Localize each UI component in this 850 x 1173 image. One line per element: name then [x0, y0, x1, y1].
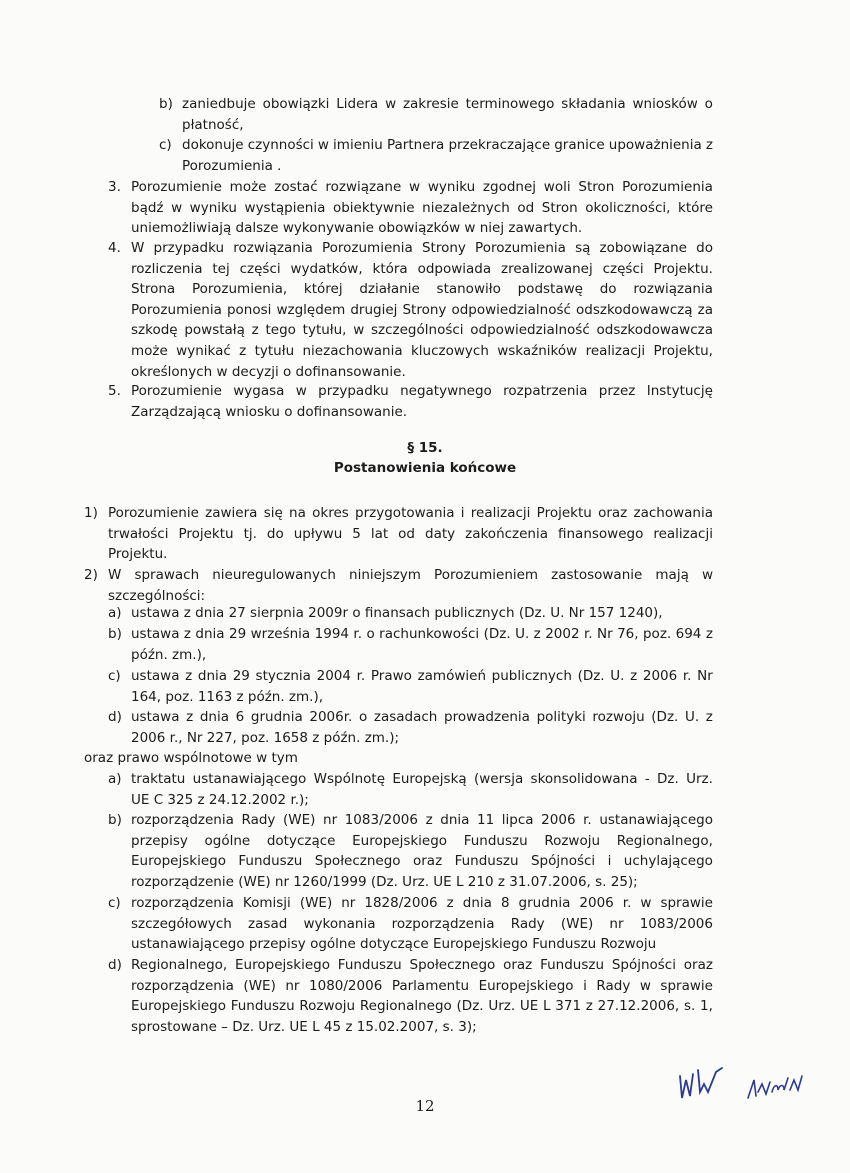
- page-number: 12: [415, 1097, 435, 1115]
- item-4-line: może wynikać z tytułu niezachowania kluczowych wskaźników realizacji Projektu,: [131, 343, 713, 359]
- item-4-line: W przypadku rozwiązania Porozumienia Strony Porozumienia są zobowiązane do: [131, 240, 713, 256]
- eu-law-d-line: Regionalnego, Europejskiego Funduszu Społecznego oraz Funduszu Spójności oraz: [131, 957, 713, 973]
- item-5-line: Porozumienie wygasa w przypadku negatywnego rozpatrzenia przez Instytucję: [131, 383, 713, 399]
- item-c-line: dokonuje czynności w imieniu Partnera przekraczające granice upoważnienia z: [182, 137, 713, 153]
- eu-law-intro: oraz prawo wspólnotowe w tym: [84, 750, 298, 766]
- item-b-line: płatność,: [182, 116, 244, 133]
- item-3-line: uniemożliwiają dalsze wykonywanie obowiązków w niej zawartych.: [131, 220, 583, 236]
- item-3-line: bądź w wyniku wystąpienia obiektywnie niezależnych od Stron okoliczności, które: [131, 199, 713, 216]
- eu-law-c-line: rozporządzenia Komisji (WE) nr 1828/2006 z dnia 8 grudnia 2006 r. w sprawie: [131, 895, 713, 911]
- item-4-label: 4.: [108, 240, 121, 256]
- item-4-line: określonych w decyzji o dofinansowanie.: [131, 363, 406, 380]
- national-law-c-line: 164, poz. 1163 z późn. zm.),: [131, 688, 324, 705]
- item-2-line: W sprawach nieuregulowanych niniejszym Porozumieniem zastosowanie mają w: [108, 567, 713, 583]
- national-law-c-line: ustawa z dnia 29 stycznia 2004 r. Prawo zamówień publicznych (Dz. U. z 2006 r. Nr: [131, 668, 713, 684]
- item-2-label: 2): [84, 567, 98, 583]
- signature-initials-image: [676, 1062, 736, 1106]
- national-law-a-label: a): [108, 605, 122, 621]
- eu-law-a-line: traktatu ustanawiającego Wspólnotę Europejską (wersja skonsolidowana - Dz. Urz.: [131, 771, 713, 787]
- eu-law-c-line: szczegółowych zasad wykonania rozporządzenia Rady (WE) nr 1083/2006: [131, 915, 713, 932]
- item-4-line: szkodę powstałą z tego tytułu, w szczególności odpowiedzialność odszkodowawcza: [131, 322, 713, 339]
- eu-law-b-label: b): [108, 812, 122, 828]
- item-b-line: zaniedbuje obowiązki Lidera w zakresie terminowego składania wniosków o: [182, 96, 713, 112]
- item-b-label: b): [159, 96, 173, 112]
- eu-law-b-line: przepisy ogólne dotyczące Europejskiego Funduszu Rozwoju Regionalnego,: [131, 832, 713, 849]
- national-law-b-label: b): [108, 626, 122, 642]
- item-c-label: c): [159, 137, 172, 153]
- national-law-d-label: d): [108, 709, 122, 725]
- item-1-line: Porozumienie zawiera się na okres przygotowania i realizacji Projektu oraz zachowania: [108, 505, 713, 521]
- item-1-line: Projektu.: [108, 546, 168, 562]
- eu-law-a-label: a): [108, 771, 122, 787]
- item-1-label: 1): [84, 505, 98, 521]
- item-5-label: 5.: [108, 383, 121, 399]
- item-2-line: szczególności:: [108, 587, 206, 604]
- section-title: Postanowienia końcowe: [333, 460, 517, 476]
- item-4-line: rozliczenia tej części wydatków, która odpowiada zrealizowanej części Projektu.: [131, 260, 713, 277]
- item-3-label: 3.: [108, 179, 121, 195]
- eu-law-b-line: rozporządzenie (WE) nr 1260/1999 (Dz. Urz. UE L 210 z 31.07.2006, s. 25);: [131, 873, 638, 890]
- national-law-d-line: ustawa z dnia 6 grudnia 2006r. o zasadach prowadzenia polityki rozwoju (Dz. U. z: [131, 709, 713, 725]
- item-3-line: Porozumienie może zostać rozwiązane w wyniku zgodnej woli Stron Porozumienia: [131, 179, 713, 195]
- eu-law-d-line: Europejskiego Funduszu Rozwoju Regionalnego (Dz. Urz. UE L 371 z 27.12.2006, s. 1,: [131, 998, 713, 1015]
- eu-law-a-line: UE C 325 z 24.12.2002 r.);: [131, 791, 309, 808]
- item-4-line: Porozumienia ponosi względem drugiej Strony odpowiedzialność odszkodowawczą za: [131, 301, 713, 318]
- national-law-b-line: późn. zm.),: [131, 646, 207, 663]
- national-law-b-line: ustawa z dnia 29 września 1994 r. o rachunkowości (Dz. U. z 2002 r. Nr 76, poz. 694 z: [131, 626, 713, 642]
- item-1-line: trwałości Projektu tj. do upływu 5 lat od daty zakończenia finansowego realizacji: [108, 525, 713, 542]
- eu-law-d-line: sprostowane – Dz. Urz. UE L 45 z 15.02.2007, s. 3);: [131, 1018, 477, 1035]
- eu-law-c-label: c): [108, 895, 121, 911]
- eu-law-c-line: ustanawiającego przepisy ogólne dotyczące Europejskiego Funduszu Rozwoju: [131, 936, 657, 953]
- national-law-d-line: 2006 r., Nr 227, poz. 1658 z późn. zm.);: [131, 729, 400, 746]
- eu-law-b-line: rozporządzenia Rady (WE) nr 1083/2006 z dnia 11 lipca 2006 r. ustanawiającego: [131, 812, 713, 828]
- national-law-c-label: c): [108, 668, 121, 684]
- item-4-line: Strona Porozumienia, której działanie stanowiło podstawę do rozwiązania: [131, 281, 713, 298]
- section-number: § 15.: [407, 440, 443, 456]
- item-c-line: Porozumienia .: [182, 157, 282, 174]
- national-law-a-line: ustawa z dnia 27 sierpnia 2009r o finansach publicznych (Dz. U. Nr 157 1240),: [131, 605, 663, 621]
- eu-law-b-line: Europejskiego Funduszu Społecznego oraz Funduszu Spójności i uchylającego: [131, 853, 713, 870]
- signature-image: [744, 1070, 808, 1106]
- eu-law-d-line: rozporządzenia (WE) nr 1080/2006 Parlamentu Europejskiego i Rady w sprawie: [131, 977, 713, 994]
- item-5-line: Zarządzającą wniosku o dofinansowanie.: [131, 403, 408, 420]
- eu-law-d-label: d): [108, 957, 122, 973]
